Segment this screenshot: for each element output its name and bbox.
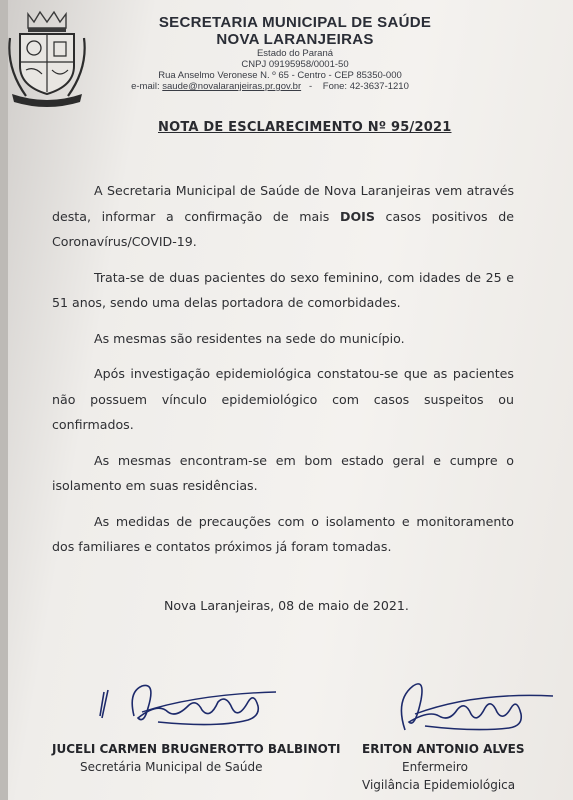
paragraph-1 <box>52 178 514 255</box>
document-date: Nova Laranjeiras, 08 de maio de 2021. <box>164 598 409 613</box>
municipal-coat-of-arms-icon <box>6 8 88 108</box>
email-link[interactable]: saude@novalaranjeiras.pr.gov.br <box>162 81 302 92</box>
signature-2-handwritten <box>385 670 555 740</box>
separator: - <box>309 81 313 92</box>
email-label: e-mail: <box>131 81 160 92</box>
signatory-2-unit: Vigilância Epidemiológica <box>362 778 516 792</box>
contact-line <box>80 81 460 92</box>
signature-1-handwritten <box>98 672 278 742</box>
paragraph-1-end: casos positivos de Coronavírus/COVID-19. <box>52 208 515 249</box>
department-name: SECRETARIA MUNICIPAL DE SAÚDE <box>158 14 432 31</box>
paragraph-6: As medidas de precauções com o isolamento e monitoramento dos familiares e contatos próximos já foram tomadas. <box>52 513 514 554</box>
signatory-1-name: JUCELI CARMEN BRUGNEROTTO BALBINOTI <box>52 742 341 756</box>
address-line: Rua Anselmo Veronese N. º 65 - Centro - CEP 85350-000 <box>158 70 402 81</box>
paragraph-4: Após investigação epidemiológica constatou-se que as pacientes não possuem vínculo epidemiológico com casos suspeitos ou confirmados. <box>52 366 514 432</box>
paragraph-5: As mesmas encontram-se em bom estado geral e cumpre o isolamento em suas residências. <box>52 452 514 493</box>
note-body <box>52 178 514 570</box>
municipality-name: NOVA LARANJEIRAS <box>216 31 374 48</box>
paragraph-1-text: A Secretaria Municipal de Saúde de Nova Laranjeiras vem através desta, informar a confirmação de mais <box>52 183 514 224</box>
case-count: DOIS <box>339 208 375 224</box>
signatory-2-name: ERITON ANTONIO ALVES <box>362 742 525 756</box>
paragraph-3: As mesmas são residentes na sede do município. <box>94 330 405 346</box>
signatory-1-role: Secretária Municipal de Saúde <box>80 760 263 774</box>
signatory-2-role: Enfermeiro <box>402 760 468 774</box>
cnpj-line: CNPJ 09195958/0001-50 <box>241 59 349 70</box>
state-line: Estado do Paraná <box>256 48 334 59</box>
paragraph-2: Trata-se de duas pacientes do sexo feminino, com idades de 25 e 51 anos, sendo uma delas portadora de comorbidades. <box>52 269 514 310</box>
note-title: NOTA DE ESCLARECIMENTO Nº 95/2021 <box>158 120 452 135</box>
phone-number: Fone: 42-3637-1210 <box>322 81 409 92</box>
